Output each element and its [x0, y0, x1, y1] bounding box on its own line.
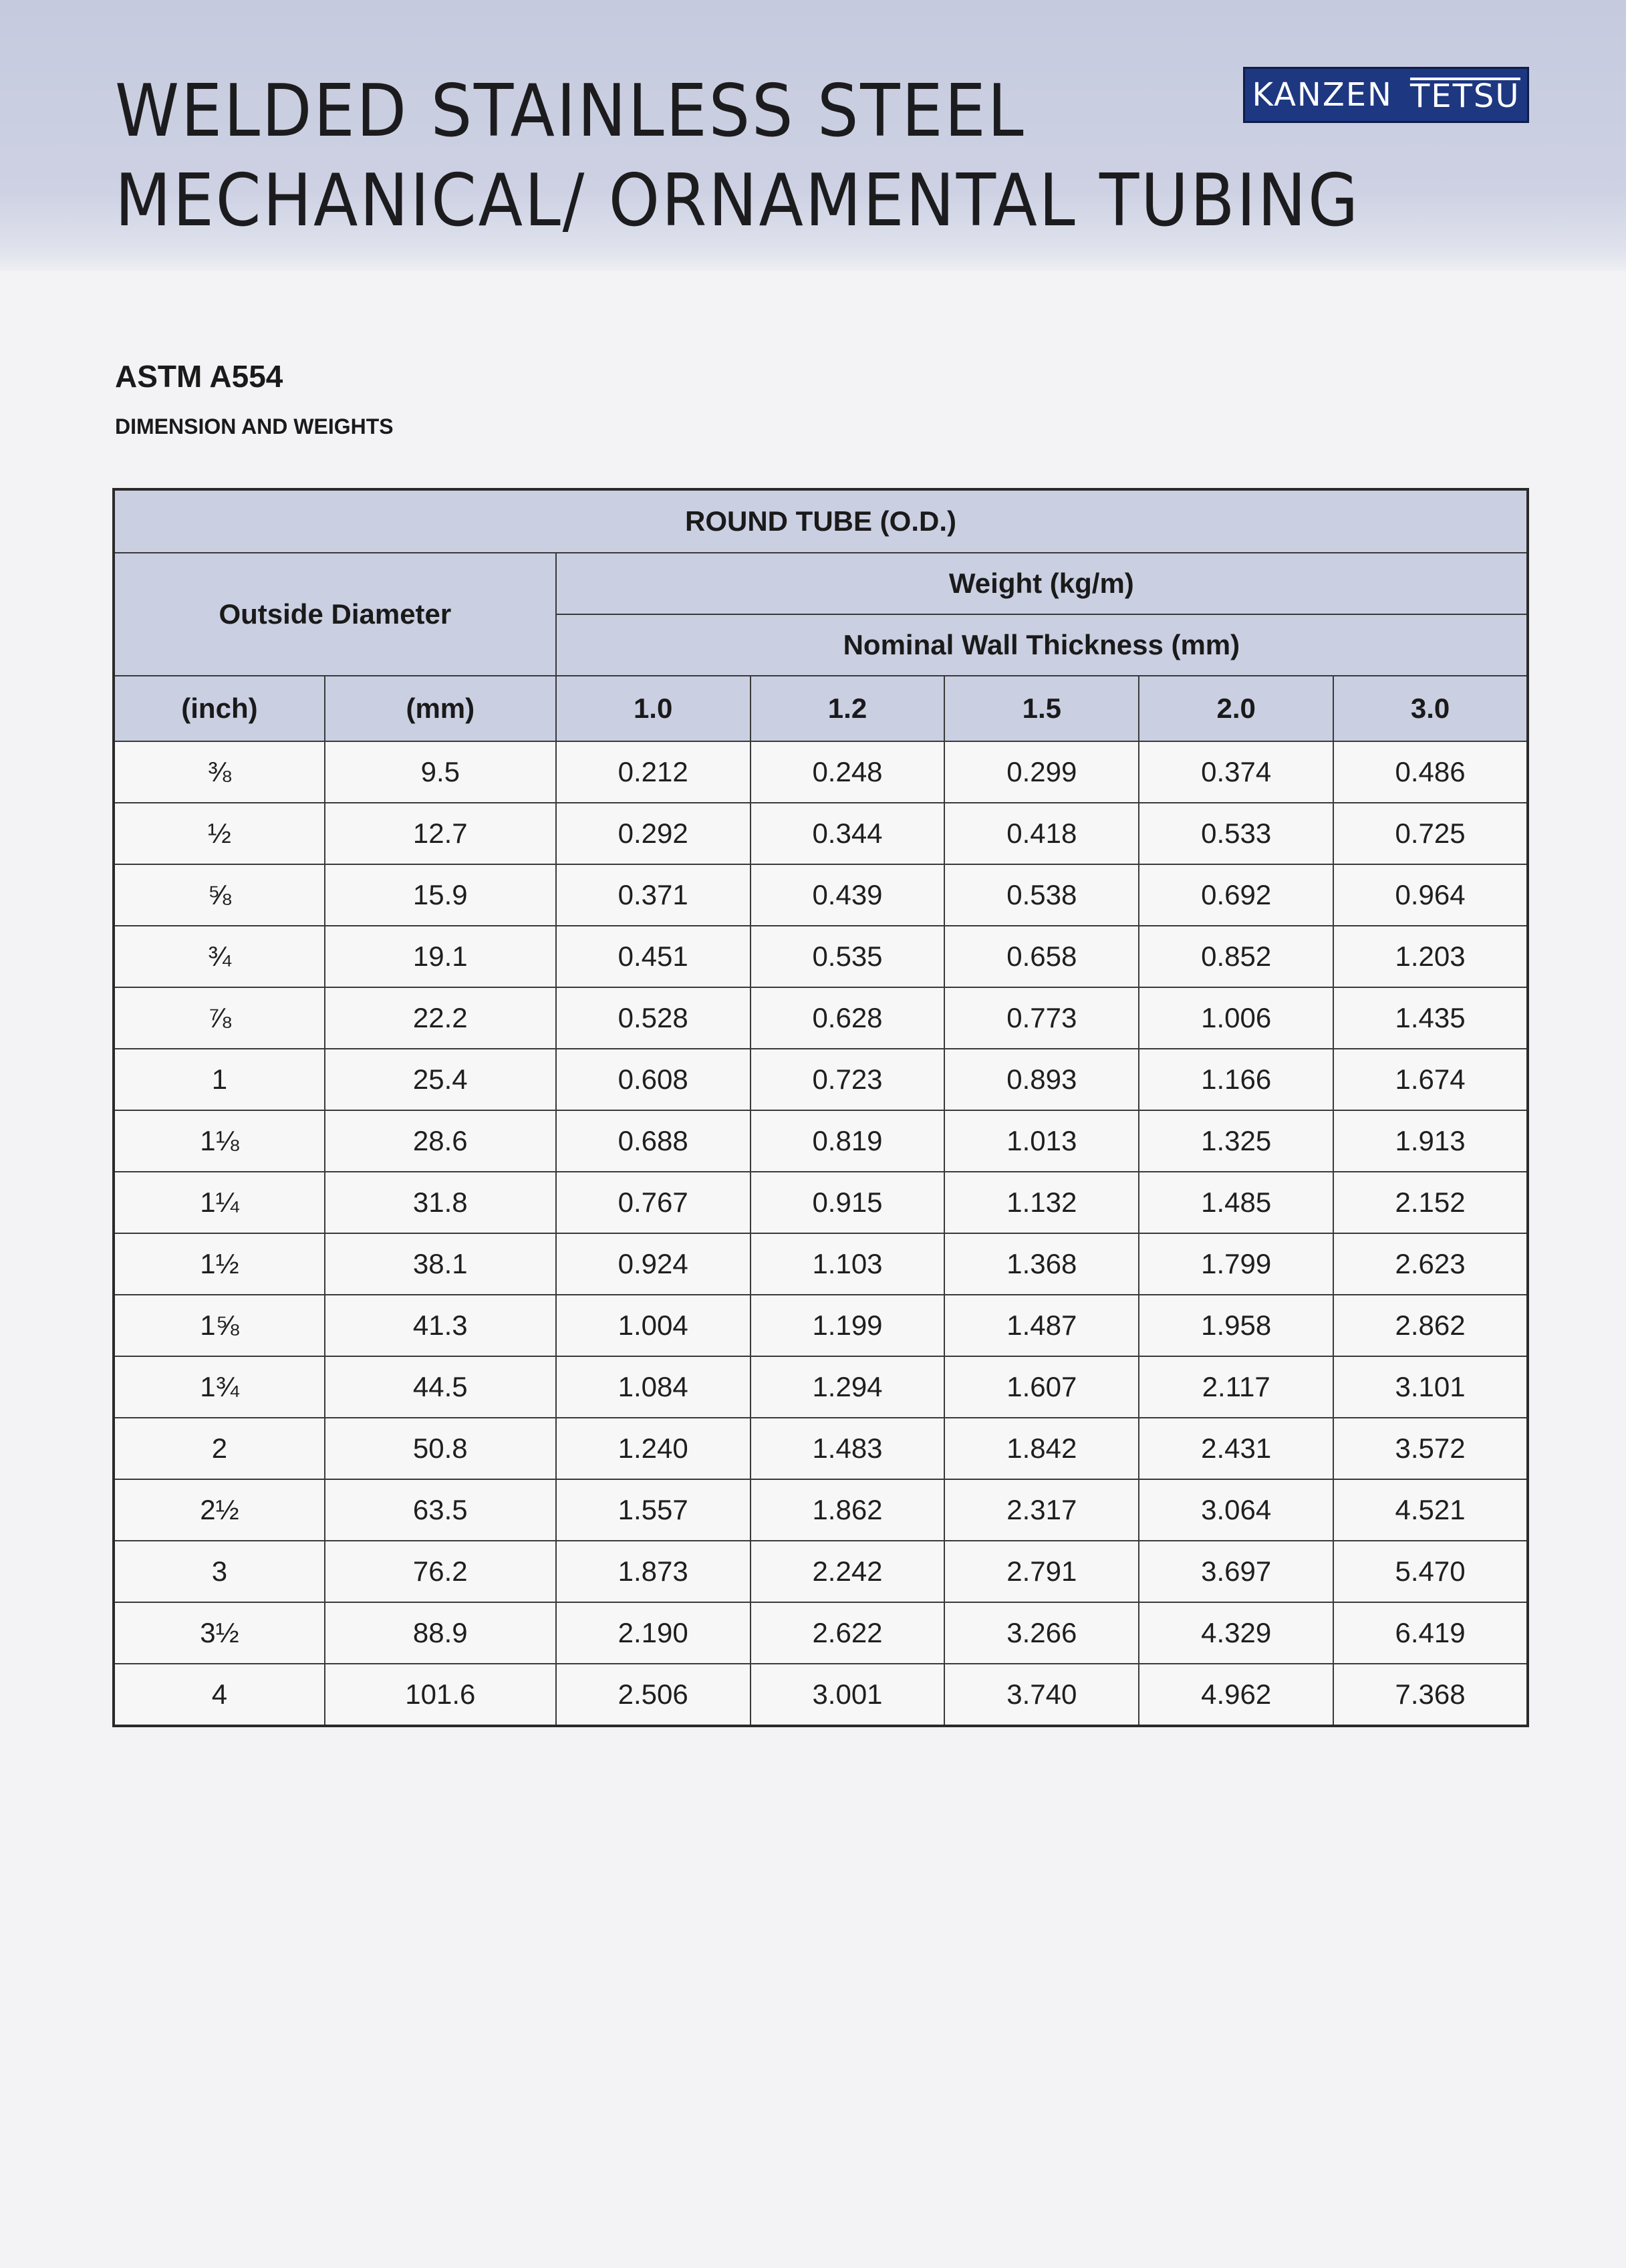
- cell-weight: 1.368: [944, 1233, 1139, 1295]
- cell-weight: 2.431: [1139, 1418, 1333, 1479]
- cell-mm: 38.1: [325, 1233, 556, 1295]
- cell-weight: 0.299: [944, 741, 1139, 803]
- cell-weight: 0.371: [556, 864, 751, 926]
- cell-mm: 15.9: [325, 864, 556, 926]
- cell-weight: 1.483: [751, 1418, 945, 1479]
- cell-weight: 0.292: [556, 803, 751, 864]
- cell-mm: 41.3: [325, 1295, 556, 1356]
- cell-weight: 4.329: [1139, 1602, 1333, 1664]
- cell-inch: ⅞: [114, 987, 325, 1049]
- cell-weight: 0.924: [556, 1233, 751, 1295]
- cell-weight: 0.374: [1139, 741, 1333, 803]
- cell-weight: 0.248: [751, 741, 945, 803]
- cell-weight: 3.001: [751, 1664, 945, 1726]
- cell-weight: 1.006: [1139, 987, 1333, 1049]
- standard-label: ASTM A554: [115, 359, 283, 394]
- cell-weight: 0.535: [751, 926, 945, 987]
- cell-weight: 2.190: [556, 1602, 751, 1664]
- cell-mm: 101.6: [325, 1664, 556, 1726]
- cell-weight: 1.325: [1139, 1110, 1333, 1172]
- thickness-header: 1.2: [751, 676, 945, 741]
- cell-weight: 4.962: [1139, 1664, 1333, 1726]
- cell-weight: 1.084: [556, 1356, 751, 1418]
- cell-weight: 1.485: [1139, 1172, 1333, 1233]
- cell-weight: 1.873: [556, 1541, 751, 1602]
- table-row: [114, 926, 1528, 987]
- cell-weight: 1.132: [944, 1172, 1139, 1233]
- table-title: ROUND TUBE (O.D.): [114, 489, 1528, 553]
- cell-weight: 0.212: [556, 741, 751, 803]
- cell-weight: 0.915: [751, 1172, 945, 1233]
- wall-thickness-header: Nominal Wall Thickness (mm): [556, 614, 1528, 676]
- cell-weight: 6.419: [1333, 1602, 1528, 1664]
- logo-text-1: KANZEN: [1252, 76, 1393, 114]
- table-row: [114, 1295, 1528, 1356]
- cell-inch: ½: [114, 803, 325, 864]
- cell-weight: 3.572: [1333, 1418, 1528, 1479]
- cell-weight: 0.725: [1333, 803, 1528, 864]
- cell-weight: 3.266: [944, 1602, 1139, 1664]
- cell-weight: 2.623: [1333, 1233, 1528, 1295]
- page-title: [115, 67, 1360, 246]
- cell-inch: 4: [114, 1664, 325, 1726]
- title-line-1: WELDED STAINLESS STEEL: [115, 70, 1026, 153]
- section-subtitle: DIMENSION AND WEIGHTS: [115, 414, 394, 438]
- cell-weight: 7.368: [1333, 1664, 1528, 1726]
- cell-weight: 0.819: [751, 1110, 945, 1172]
- cell-weight: 0.767: [556, 1172, 751, 1233]
- cell-weight: 0.451: [556, 926, 751, 987]
- cell-weight: 2.242: [751, 1541, 945, 1602]
- cell-weight: 2.117: [1139, 1356, 1333, 1418]
- table-row: [114, 1479, 1528, 1541]
- table-row: [114, 1418, 1528, 1479]
- cell-weight: 0.964: [1333, 864, 1528, 926]
- weight-header: Weight (kg/m): [556, 553, 1528, 614]
- cell-inch: 1⅝: [114, 1295, 325, 1356]
- cell-weight: 0.658: [944, 926, 1139, 987]
- cell-inch: 3: [114, 1541, 325, 1602]
- cell-mm: 19.1: [325, 926, 556, 987]
- cell-weight: 0.486: [1333, 741, 1528, 803]
- cell-mm: 63.5: [325, 1479, 556, 1541]
- cell-weight: 2.317: [944, 1479, 1139, 1541]
- table-row: [114, 864, 1528, 926]
- cell-weight: 1.674: [1333, 1049, 1528, 1110]
- cell-weight: 3.740: [944, 1664, 1139, 1726]
- outside-diameter-header: Outside Diameter: [114, 553, 556, 676]
- cell-weight: 0.773: [944, 987, 1139, 1049]
- cell-mm: 28.6: [325, 1110, 556, 1172]
- inch-header: (inch): [114, 676, 325, 741]
- cell-inch: 1⅛: [114, 1110, 325, 1172]
- cell-weight: 1.199: [751, 1295, 945, 1356]
- cell-mm: 25.4: [325, 1049, 556, 1110]
- table-row: [114, 1541, 1528, 1602]
- table-row: [114, 1172, 1528, 1233]
- thickness-header: 1.0: [556, 676, 751, 741]
- cell-mm: 50.8: [325, 1418, 556, 1479]
- cell-weight: 1.913: [1333, 1110, 1528, 1172]
- cell-weight: 1.004: [556, 1295, 751, 1356]
- table-row: [114, 1110, 1528, 1172]
- cell-weight: 0.852: [1139, 926, 1333, 987]
- cell-weight: 0.418: [944, 803, 1139, 864]
- cell-weight: 1.607: [944, 1356, 1139, 1418]
- cell-weight: 2.862: [1333, 1295, 1528, 1356]
- thickness-header: 3.0: [1333, 676, 1528, 741]
- cell-inch: ⅝: [114, 864, 325, 926]
- cell-weight: 2.506: [556, 1664, 751, 1726]
- cell-weight: 1.799: [1139, 1233, 1333, 1295]
- table-row: [114, 1602, 1528, 1664]
- cell-weight: 3.064: [1139, 1479, 1333, 1541]
- cell-weight: 4.521: [1333, 1479, 1528, 1541]
- cell-inch: 1½: [114, 1233, 325, 1295]
- mm-header: (mm): [325, 676, 556, 741]
- logo-text-2: TETSU: [1409, 78, 1520, 115]
- cell-weight: 3.101: [1333, 1356, 1528, 1418]
- table-row: [114, 741, 1528, 803]
- cell-weight: 0.528: [556, 987, 751, 1049]
- cell-weight: 0.608: [556, 1049, 751, 1110]
- cell-inch: ⅜: [114, 741, 325, 803]
- cell-weight: 1.013: [944, 1110, 1139, 1172]
- cell-weight: 0.692: [1139, 864, 1333, 926]
- thickness-header: 2.0: [1139, 676, 1333, 741]
- cell-weight: 1.240: [556, 1418, 751, 1479]
- cell-weight: 3.697: [1139, 1541, 1333, 1602]
- cell-weight: 0.893: [944, 1049, 1139, 1110]
- cell-weight: 2.791: [944, 1541, 1139, 1602]
- cell-weight: 1.487: [944, 1295, 1139, 1356]
- cell-inch: ¾: [114, 926, 325, 987]
- cell-weight: 1.103: [751, 1233, 945, 1295]
- thickness-header: 1.5: [944, 676, 1139, 741]
- table-body: [114, 741, 1528, 1726]
- cell-weight: 2.622: [751, 1602, 945, 1664]
- title-line-2: MECHANICAL/ ORNAMENTAL TUBING: [115, 159, 1361, 243]
- cell-weight: 0.723: [751, 1049, 945, 1110]
- cell-mm: 31.8: [325, 1172, 556, 1233]
- cell-weight: 0.628: [751, 987, 945, 1049]
- cell-weight: 5.470: [1333, 1541, 1528, 1602]
- cell-weight: 1.557: [556, 1479, 751, 1541]
- cell-weight: 1.166: [1139, 1049, 1333, 1110]
- cell-weight: 1.958: [1139, 1295, 1333, 1356]
- cell-mm: 76.2: [325, 1541, 556, 1602]
- table-row: [114, 803, 1528, 864]
- cell-inch: 2½: [114, 1479, 325, 1541]
- table-row: [114, 1233, 1528, 1295]
- round-tube-table: [112, 488, 1529, 1727]
- company-logo: [1243, 67, 1529, 123]
- cell-weight: 0.439: [751, 864, 945, 926]
- cell-inch: 1¼: [114, 1172, 325, 1233]
- cell-weight: 2.152: [1333, 1172, 1528, 1233]
- cell-mm: 88.9: [325, 1602, 556, 1664]
- cell-mm: 9.5: [325, 741, 556, 803]
- cell-weight: 0.688: [556, 1110, 751, 1172]
- table-row: [114, 1664, 1528, 1726]
- cell-weight: 1.862: [751, 1479, 945, 1541]
- cell-weight: 1.203: [1333, 926, 1528, 987]
- table-row: [114, 987, 1528, 1049]
- cell-weight: 0.533: [1139, 803, 1333, 864]
- cell-mm: 22.2: [325, 987, 556, 1049]
- cell-weight: 0.538: [944, 864, 1139, 926]
- cell-inch: 1¾: [114, 1356, 325, 1418]
- cell-weight: 1.842: [944, 1418, 1139, 1479]
- table-row: [114, 1356, 1528, 1418]
- cell-inch: 1: [114, 1049, 325, 1110]
- cell-weight: 1.435: [1333, 987, 1528, 1049]
- cell-mm: 12.7: [325, 803, 556, 864]
- cell-inch: 2: [114, 1418, 325, 1479]
- cell-weight: 0.344: [751, 803, 945, 864]
- cell-inch: 3½: [114, 1602, 325, 1664]
- cell-weight: 1.294: [751, 1356, 945, 1418]
- cell-mm: 44.5: [325, 1356, 556, 1418]
- table-row: [114, 1049, 1528, 1110]
